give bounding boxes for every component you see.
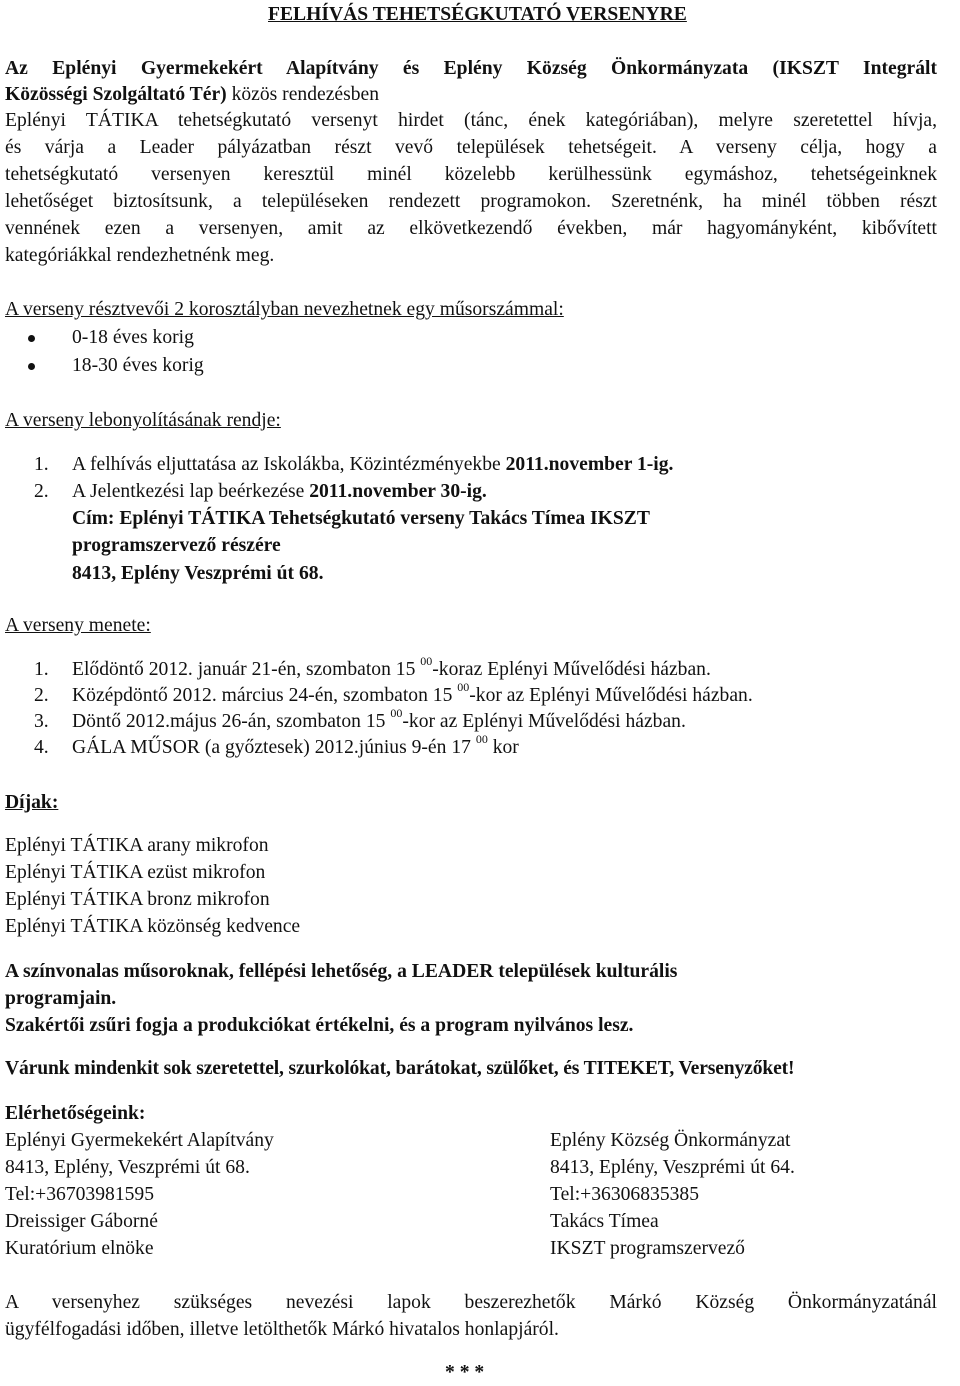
prize-item: Eplényi TÁTIKA ezüst mikrofon — [5, 862, 266, 883]
procedure-item-2-date: 2011.november 30-ig. — [309, 481, 487, 502]
address-line-1: Cím: Eplényi TÁTIKA Tehetségkutató verseny Takács Tímea IKSZT — [72, 508, 650, 529]
schedule-text: -kor az Eplényi Művelődési házban. — [469, 685, 753, 706]
intro-line-2 — [5, 82, 379, 108]
prize-item: Eplényi TÁTIKA bronz mikrofon — [5, 889, 270, 910]
intro-line-2-bold: Közösségi Szolgáltató Tér) — [5, 84, 227, 105]
prizes-heading: Díjak: — [5, 792, 59, 813]
schedule-text: -kor az Eplényi Művelődési házban. — [402, 711, 686, 732]
schedule-text: Elődöntő 2012. január 21-én, szombaton 15 — [72, 659, 421, 680]
procedure-number: 2. — [34, 481, 49, 502]
contact-left-line: Eplényi Gyermekekért Alapítvány — [5, 1130, 274, 1151]
procedure-item-2 — [72, 479, 487, 505]
procedure-item-1-date: 2011.november 1-ig. — [505, 454, 674, 475]
intro-line-4: és várja a Leader pályázatban részt vevő települések tehetségeit. A verseny célja, hogy a — [5, 137, 937, 158]
footer-line-1: A versenyhez szükséges nevezési lapok beszerezhetők Márkó Község Önkormányzatánál — [5, 1292, 937, 1313]
schedule-time-sup: 00 — [475, 732, 488, 746]
schedule-text: GÁLA MŰSOR (a győztesek) 2012.június 9-én 17 — [72, 737, 476, 758]
schedule-heading: A verseny menete: — [5, 615, 151, 636]
intro-line-7: vennének ezen a versenyen, amit az elkövetkezendő években, már hagyományként, kibővített — [5, 218, 937, 239]
intro-line-6: lehetőséget biztosítsunk, a településeken rendezett programokon. Szeretnénk, ha minél többen részt — [5, 191, 937, 212]
schedule-item-1 — [72, 654, 711, 683]
contact-left-line: Kuratórium elnöke — [5, 1238, 154, 1259]
procedure-item-1-text: A felhívás eljuttatása az Iskolákba, Közintézményekbe — [72, 454, 506, 475]
footer-line-2: ügyfélfogadási időben, illetve letölthetők Márkó hivatalos honlapjáról. — [5, 1319, 559, 1340]
schedule-text: -koraz Eplényi Művelődési házban. — [432, 659, 711, 680]
procedure-heading: A verseny lebonyolításának rendje: — [5, 410, 281, 431]
schedule-item-2 — [72, 680, 753, 709]
schedule-text: kor — [487, 737, 519, 758]
intro-line-2-rest: közös rendezésben — [226, 84, 380, 105]
bullet-icon — [28, 335, 35, 342]
schedule-text: Középdöntő 2012. március 24-én, szombaton 15 — [72, 685, 458, 706]
age-group-item: 0-18 éves korig — [72, 327, 194, 348]
schedule-number: 1. — [34, 659, 49, 680]
contact-right-line: Eplény Község Önkormányzat — [550, 1130, 791, 1151]
contact-right-line: Takács Tímea — [550, 1211, 659, 1232]
schedule-text: Döntő 2012.május 26-án, szombaton 15 — [72, 711, 391, 732]
contacts-heading: Elérhetőségeink: — [5, 1103, 146, 1124]
address-line-3: 8413, Eplény Veszprémi út 68. — [72, 563, 324, 584]
note-line-2: programjain. — [5, 988, 117, 1009]
intro-line-1: Az Eplényi Gyermekekért Alapítvány és Eplény Község Önkormányzata (IKSZT Integrált — [5, 58, 937, 79]
intro-line-8: kategóriákkal rendezhetnénk meg. — [5, 245, 275, 266]
prize-item: Eplényi TÁTIKA arany mikrofon — [5, 835, 269, 856]
schedule-number: 2. — [34, 685, 49, 706]
address-line-2: programszervező részére — [72, 535, 281, 556]
contact-right-line: 8413, Eplény, Veszprémi út 64. — [550, 1157, 795, 1178]
procedure-item-1 — [72, 452, 673, 478]
contact-left-line: 8413, Eplény, Veszprémi út 68. — [5, 1157, 250, 1178]
contact-left-phone: Tel:+36703981595 — [5, 1184, 155, 1205]
contact-left-line: Dreissiger Gáborné — [5, 1211, 158, 1232]
closing-stars: * * * — [445, 1362, 485, 1383]
schedule-number: 3. — [34, 711, 49, 732]
schedule-item-3 — [72, 706, 686, 735]
schedule-time-sup: 00 — [390, 706, 403, 720]
note-line-4: Várunk mindenkit sok szeretettel, szurkolókat, barátokat, szülőket, és TITEKET, Versenyzőket! — [5, 1058, 795, 1079]
schedule-number: 4. — [34, 737, 49, 758]
age-groups-heading: A verseny résztvevői 2 korosztályban nevezhetnek egy műsorszámmal: — [5, 299, 564, 320]
schedule-time-sup: 00 — [457, 680, 470, 694]
prize-item: Eplényi TÁTIKA közönség kedvence — [5, 916, 301, 937]
procedure-item-2-text: A Jelentkezési lap beérkezése — [72, 481, 310, 502]
bullet-icon — [28, 363, 35, 370]
document-title: FELHÍVÁS TEHETSÉGKUTATÓ VERSENYRE — [268, 4, 687, 25]
procedure-number: 1. — [34, 454, 49, 475]
note-line-3: Szakértői zsűri fogja a produkciókat értékelni, és a program nyilvános lesz. — [5, 1015, 634, 1036]
contact-right-line: IKSZT programszervező — [550, 1238, 745, 1259]
note-line-1: A színvonalas műsoroknak, fellépési lehetőség, a LEADER települések kulturális — [5, 961, 678, 982]
intro-line-3: Eplényi TÁTIKA tehetségkutató versenyt hirdet (tánc, ének kategóriában), melyre szeretettel hívja, — [5, 110, 937, 131]
schedule-item-4 — [72, 732, 519, 761]
intro-line-5: tehetségkutató versenyen keresztül minél közelebb kerülhessünk egymáshoz, tehetségeinknek — [5, 164, 937, 185]
age-group-item: 18-30 éves korig — [72, 355, 204, 376]
schedule-time-sup: 00 — [420, 654, 433, 668]
contact-right-phone: Tel:+36306835385 — [550, 1184, 700, 1205]
